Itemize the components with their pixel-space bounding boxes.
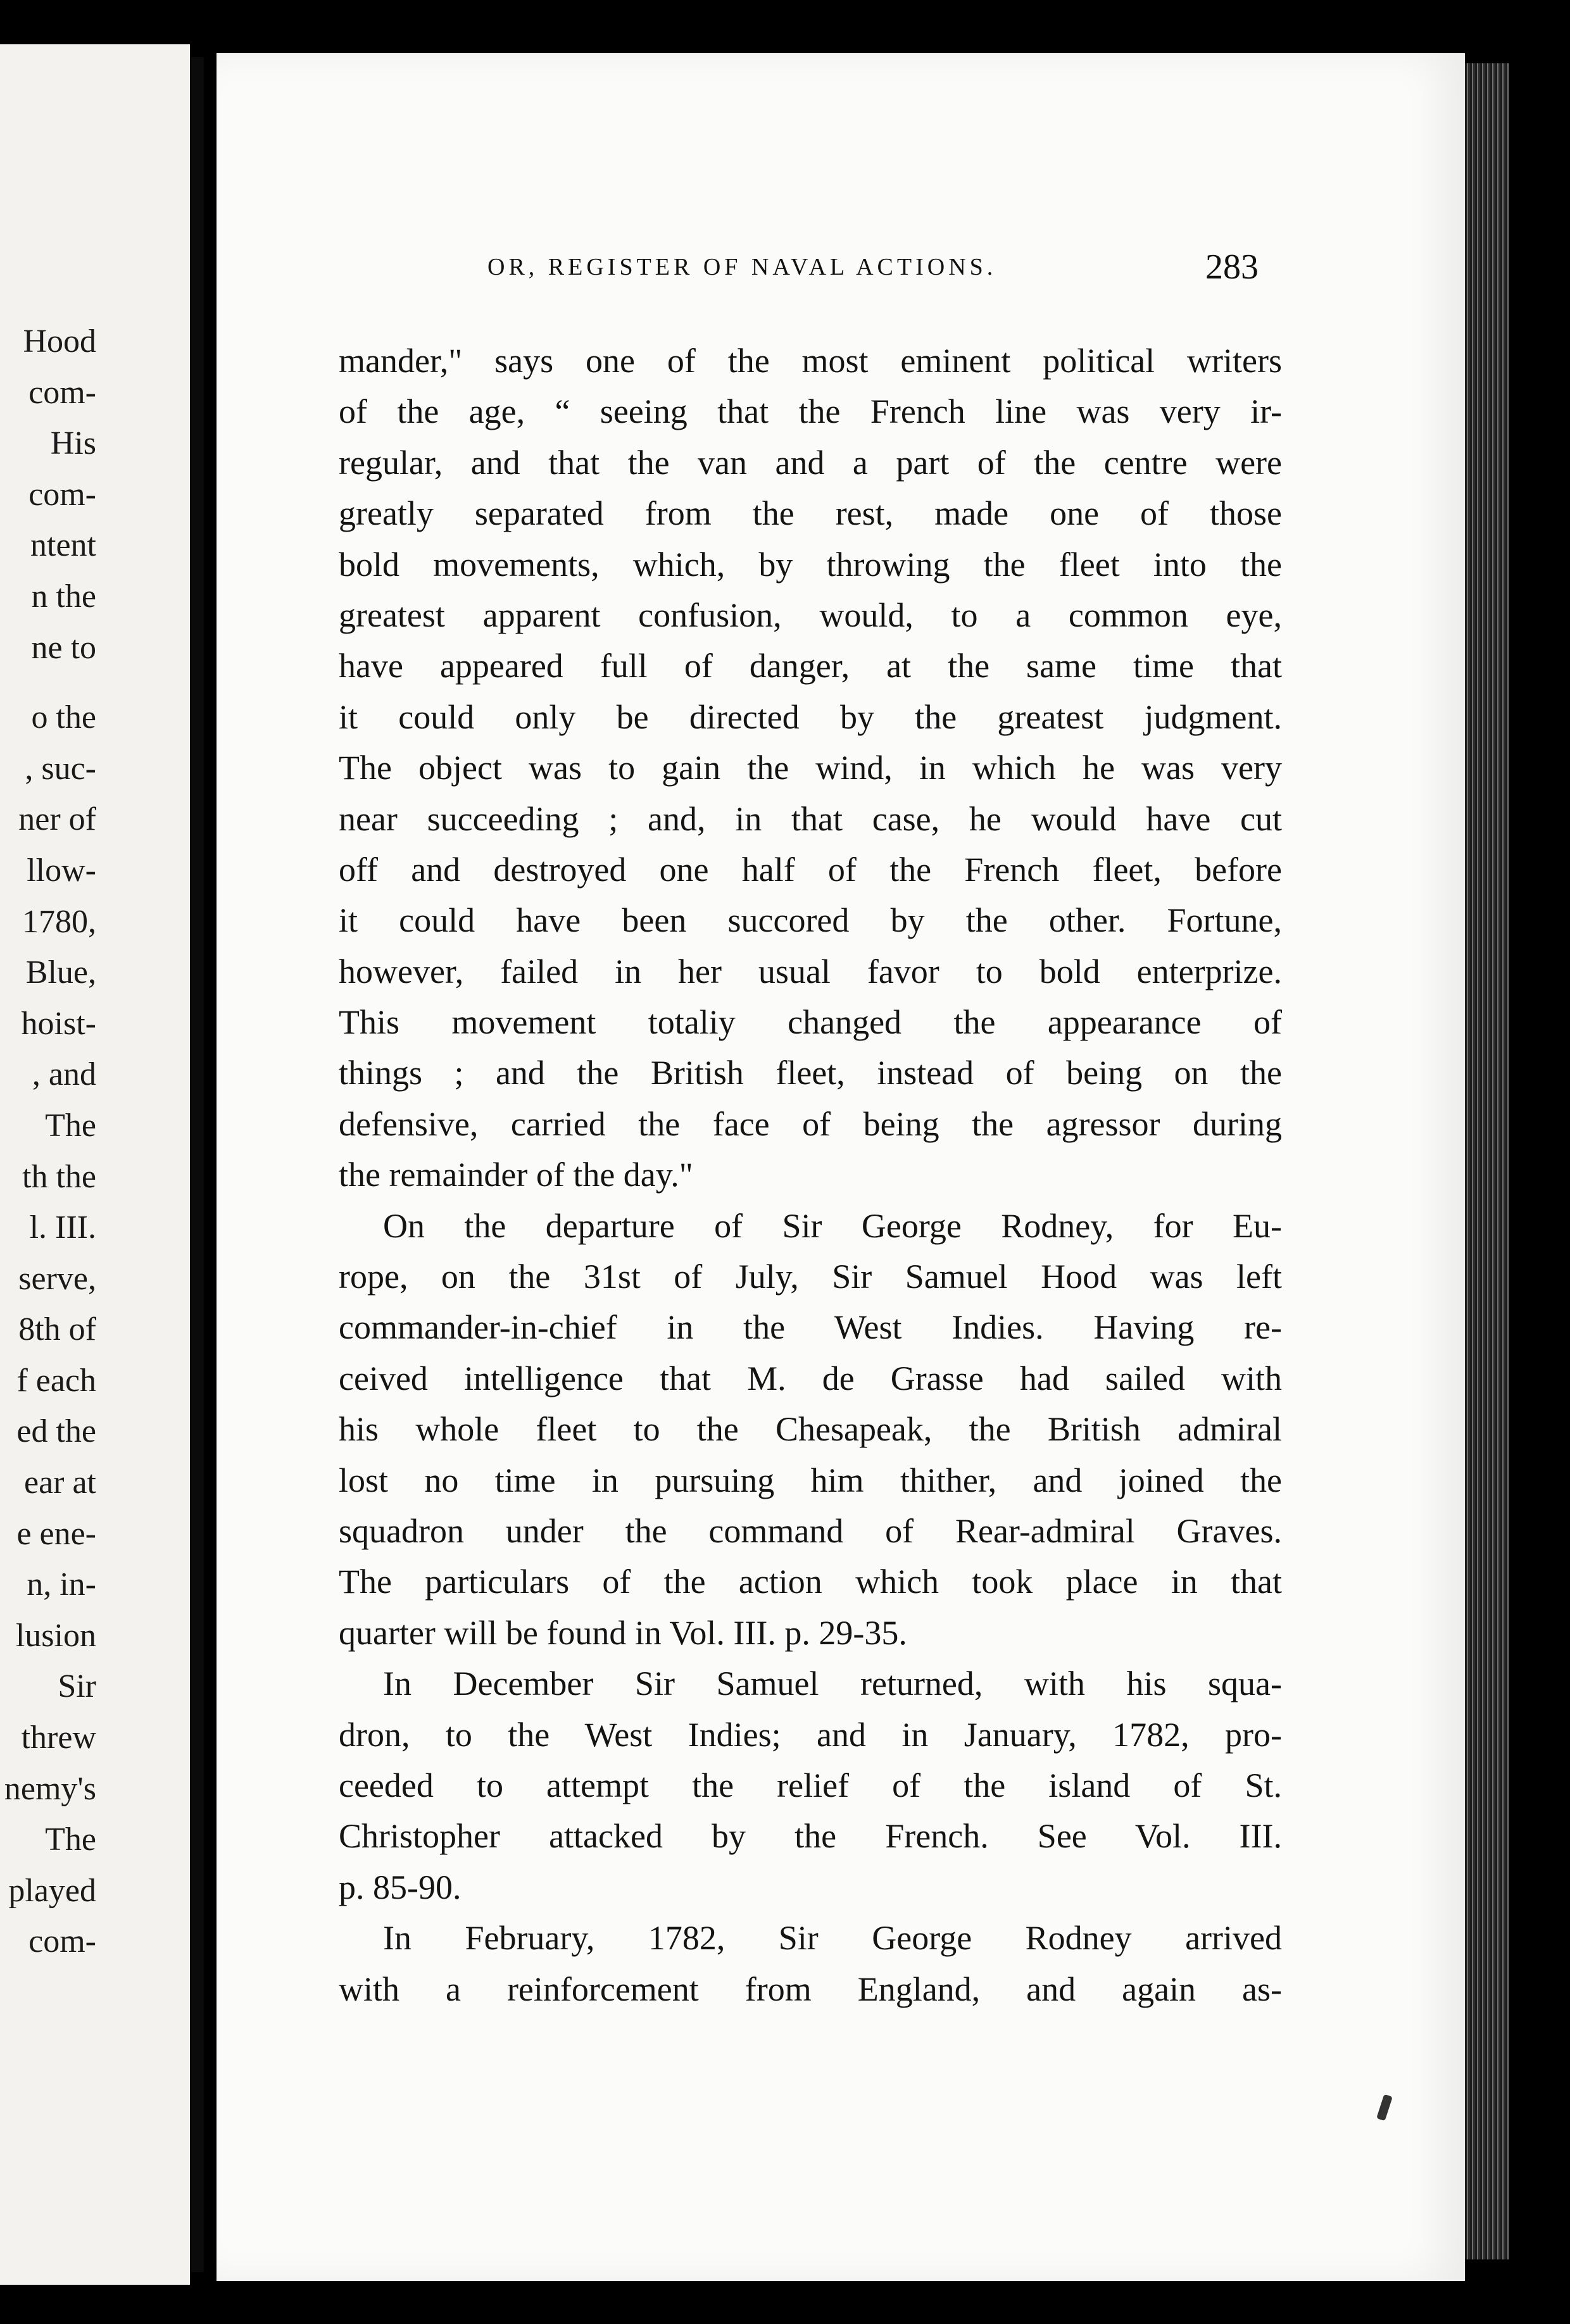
left-fragment: Hood [23, 323, 96, 359]
left-fragment: n, in- [27, 1566, 96, 1603]
left-fragment: Sir [58, 1668, 96, 1705]
running-head: OR, REGISTER OF NAVAL ACTIONS. [487, 254, 997, 280]
text-line: off and destroyed one half of the French fleet, before [339, 850, 1282, 889]
text-line: squadron under the command of Rear-admiral Graves. [339, 1511, 1282, 1550]
left-fragment: llow- [27, 852, 96, 889]
left-fragment: , suc- [25, 750, 96, 787]
text-line: it could have been succored by the other. Fortune, [339, 901, 1282, 940]
left-fragment: , and [32, 1056, 96, 1093]
text-line: commander-in-chief in the West Indies. Having re- [339, 1308, 1282, 1347]
text-line: In December Sir Samuel returned, with his squa- [383, 1665, 1282, 1703]
text-line: of the age, “ seeing that the French line was very ir- [339, 392, 1282, 431]
left-fragment: o the [31, 699, 96, 736]
page-number: 283 [1205, 247, 1259, 287]
left-page-text-fragments [0, 316, 96, 1968]
text-line: near succeeding ; and, in that case, he would have cut [339, 799, 1282, 838]
left-fragment: lusion [15, 1617, 96, 1654]
left-fragment: com- [28, 374, 96, 411]
text-line: dron, to the West Indies; and in January, 1782, pro- [339, 1715, 1282, 1754]
left-fragment: played [8, 1872, 96, 1909]
text-line: things ; and the British fleet, instead of being on the [339, 1054, 1282, 1092]
text-line: ceeded to attempt the relief of the island of St. [339, 1766, 1282, 1804]
text-line: The particulars of the action which took place in that [339, 1563, 1282, 1601]
text-line: greatest apparent confusion, would, to a common eye, [339, 596, 1282, 634]
text-line: The object was to gain the wind, in which he was very [339, 749, 1282, 787]
text-line: have appeared full of danger, at the same time that [339, 647, 1282, 685]
left-fragment: threw [21, 1720, 96, 1756]
left-fragment: com- [28, 476, 96, 513]
left-fragment: Blue, [25, 954, 96, 991]
text-line: the remainder of the day." [339, 1156, 693, 1194]
left-fragment: n the [31, 578, 96, 615]
page-gutter [191, 57, 204, 2272]
text-line: defensive, carried the face of being the agressor during [339, 1104, 1282, 1143]
text-line: his whole fleet to the Chesapeak, the British admiral [339, 1410, 1282, 1449]
text-line: ceived intelligence that M. de Grasse had sailed with [339, 1359, 1282, 1397]
left-fragment: nemy's [4, 1770, 96, 1807]
left-fragment: 8th of [18, 1311, 96, 1348]
left-fragment: His [50, 425, 96, 462]
text-line: however, failed in her usual favor to bold enterprize. [339, 952, 1282, 990]
text-line: it could only be directed by the greatest judgment. [339, 697, 1282, 736]
text-line: with a reinforcement from England, and again as- [339, 1970, 1282, 2008]
text-line: regular, and that the van and a part of the centre were [339, 443, 1282, 482]
left-fragment: The [45, 1821, 96, 1858]
left-fragment: l. III. [29, 1209, 96, 1246]
left-fragment: e ene- [16, 1515, 96, 1552]
text-line: quarter will be found in Vol. III. p. 29-35. [339, 1613, 907, 1652]
text-line: p. 85-90. [339, 1868, 462, 1906]
text-line: This movement totaliy changed the appearance of [339, 1003, 1282, 1042]
text-line: In February, 1782, Sir George Rodney arrived [383, 1919, 1282, 1958]
text-line: On the departure of Sir George Rodney, for Eu- [383, 1206, 1282, 1245]
left-fragment: serve, [18, 1260, 96, 1297]
text-line: mander," says one of the most eminent political writers [339, 342, 1282, 380]
left-fragment: com- [28, 1923, 96, 1960]
text-line: bold movements, which, by throwing the fleet into the [339, 545, 1282, 584]
text-line: rope, on the 31st of July, Sir Samuel Hood was left [339, 1258, 1282, 1296]
left-fragment: 1780, [22, 903, 96, 940]
text-line: greatly separated from the rest, made one of those [339, 494, 1282, 533]
left-fragment: th the [22, 1158, 96, 1195]
left-fragment: ntent [30, 527, 96, 564]
left-fragment: ne to [31, 629, 96, 666]
left-fragment: hoist- [21, 1005, 96, 1042]
left-fragment: ear at [23, 1465, 96, 1501]
body-text [339, 335, 1282, 2015]
text-line: lost no time in pursuing him thither, and joined the [339, 1461, 1282, 1499]
text-line: Christopher attacked by the French. See Vol. III. [339, 1817, 1282, 1856]
left-fragment: ed the [16, 1413, 96, 1450]
left-fragment: The [45, 1107, 96, 1144]
page-edges [1465, 63, 1509, 2259]
left-fragment: ner of [18, 801, 96, 838]
left-fragment: f each [16, 1362, 96, 1399]
